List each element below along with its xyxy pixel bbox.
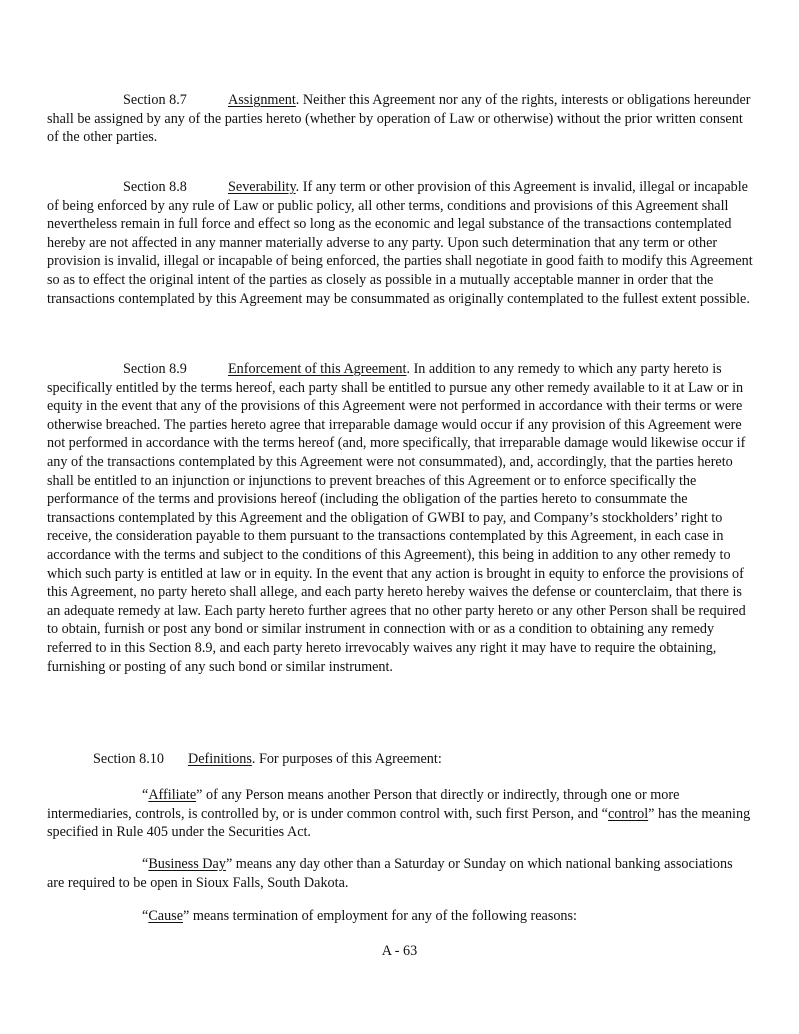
section-title: Definitions <box>188 751 252 767</box>
defined-term: Cause <box>148 908 183 924</box>
section-8-7-paragraph <box>47 91 753 147</box>
definition-cause <box>47 907 753 926</box>
section-number: Section 8.7 <box>123 92 187 108</box>
open-quote: “ <box>142 856 149 872</box>
section-body: . In addition to any remedy to which any party hereto is specifically entitled by the terms hereof, each party shall be entitled to pursue any other remedy available to it at Law or in equity in the event that any of the provisions of this Agreement were not performed in accordance with their terms or were otherwise breached. The parties hereto agree that irreparable damage would occur if any provision of this Agreement were not performed in accordance with the terms hereof (and, more specifically, that irreparable damage would likewise occur if any of the transactions contemplated by this Agreement were not consummated), and, accordingly, that the parties hereto shall be entitled to an injunction or injunctions to prevent breaches of this Agreement or to enforce specifically the performance of the terms and provisions hereof (including the obligation of the parties hereto to consummate the transactions contemplated by this Agreement and the obligation of GWBI to pay, and Company’s stockholders’ right to receive, the consideration payable to them pursuant to the transactions contemplated by this Agreement, in each case in accordance with the terms and subject to the conditions of this Agreement), this being in addition to any other remedy to which such party is entitled at law or in equity. In the event that any action is brought in equity to enforce the provisions of this Agreement, no party hereto shall allege, and each party hereto hereby waives the defense or counterclaim, that there is an adequate remedy at law. Each party hereto further agrees that no other party hereto or any other Person shall be required to obtain, furnish or post any bond or similar instrument in connection with or as a condition to obtaining any remedy referred to in this Section 8.9, and each party hereto irrevocably waives any right it may have to require the obtaining, furnishing or posting of any such bond or similar instrument. <box>47 361 746 675</box>
section-title: Severability <box>228 179 296 195</box>
page-number: A - 63 <box>381 943 418 959</box>
definition-text: ” means any day other than a Saturday or Sunday on which national banking associations are required to be open in Sioux Falls, South Dakota. <box>47 856 733 891</box>
section-8-9-paragraph <box>47 360 753 676</box>
section-number: Section 8.10 <box>93 751 164 767</box>
section-number: Section 8.8 <box>123 179 187 195</box>
defined-term: control <box>607 805 649 822</box>
defined-term: Affiliate <box>148 787 197 803</box>
definition-business-day <box>47 855 753 892</box>
defined-term: Business Day <box>148 856 226 872</box>
definition-text: ” means termination of employment for any of the following reasons: <box>183 908 577 924</box>
section-body: . Neither this Agreement nor any of the rights, interests or obligations hereunder shall be assigned by any of the parties hereto (whether by operation of Law or otherwise) without the prior written consent of the other parties. <box>47 92 751 146</box>
open-quote: “ <box>142 908 149 924</box>
section-8-8-paragraph <box>47 178 753 308</box>
section-body: . For purposes of this Agreement: <box>251 751 442 767</box>
section-number: Section 8.9 <box>123 361 187 377</box>
section-body: . If any term or other provision of this Agreement is invalid, illegal or incapable of being enforced by any rule of Law or public policy, all other terms, conditions and provisions of this Agreement shall nevertheless remain in full force and effect so long as the economic and legal substance of the transactions contemplated hereby are not affected in any manner materially adverse to any party. Upon such determination that any term or other provision is invalid, illegal or incapable of being enforced, the parties shall negotiate in good faith to modify this Agreement so as to effect the original intent of the parties as closely as possible in a mutually acceptable manner in order that the transactions contemplated by this Agreement may be consummated as originally contemplated to the fullest extent possible. <box>47 179 753 307</box>
section-title: Assignment <box>228 92 296 108</box>
definition-text: ” of any Person means another Person that directly or indirectly, through one or more intermediaries, controls, is controlled by, or is under common control with, such first Person, and “ <box>47 787 680 822</box>
section-8-10-heading <box>93 750 442 769</box>
definition-text: ” has the meaning specified in Rule 405 under the Securities Act. <box>47 805 751 841</box>
open-quote: “ <box>142 787 149 803</box>
section-title: Enforcement of this Agreement <box>228 361 407 377</box>
definition-affiliate <box>47 786 753 842</box>
